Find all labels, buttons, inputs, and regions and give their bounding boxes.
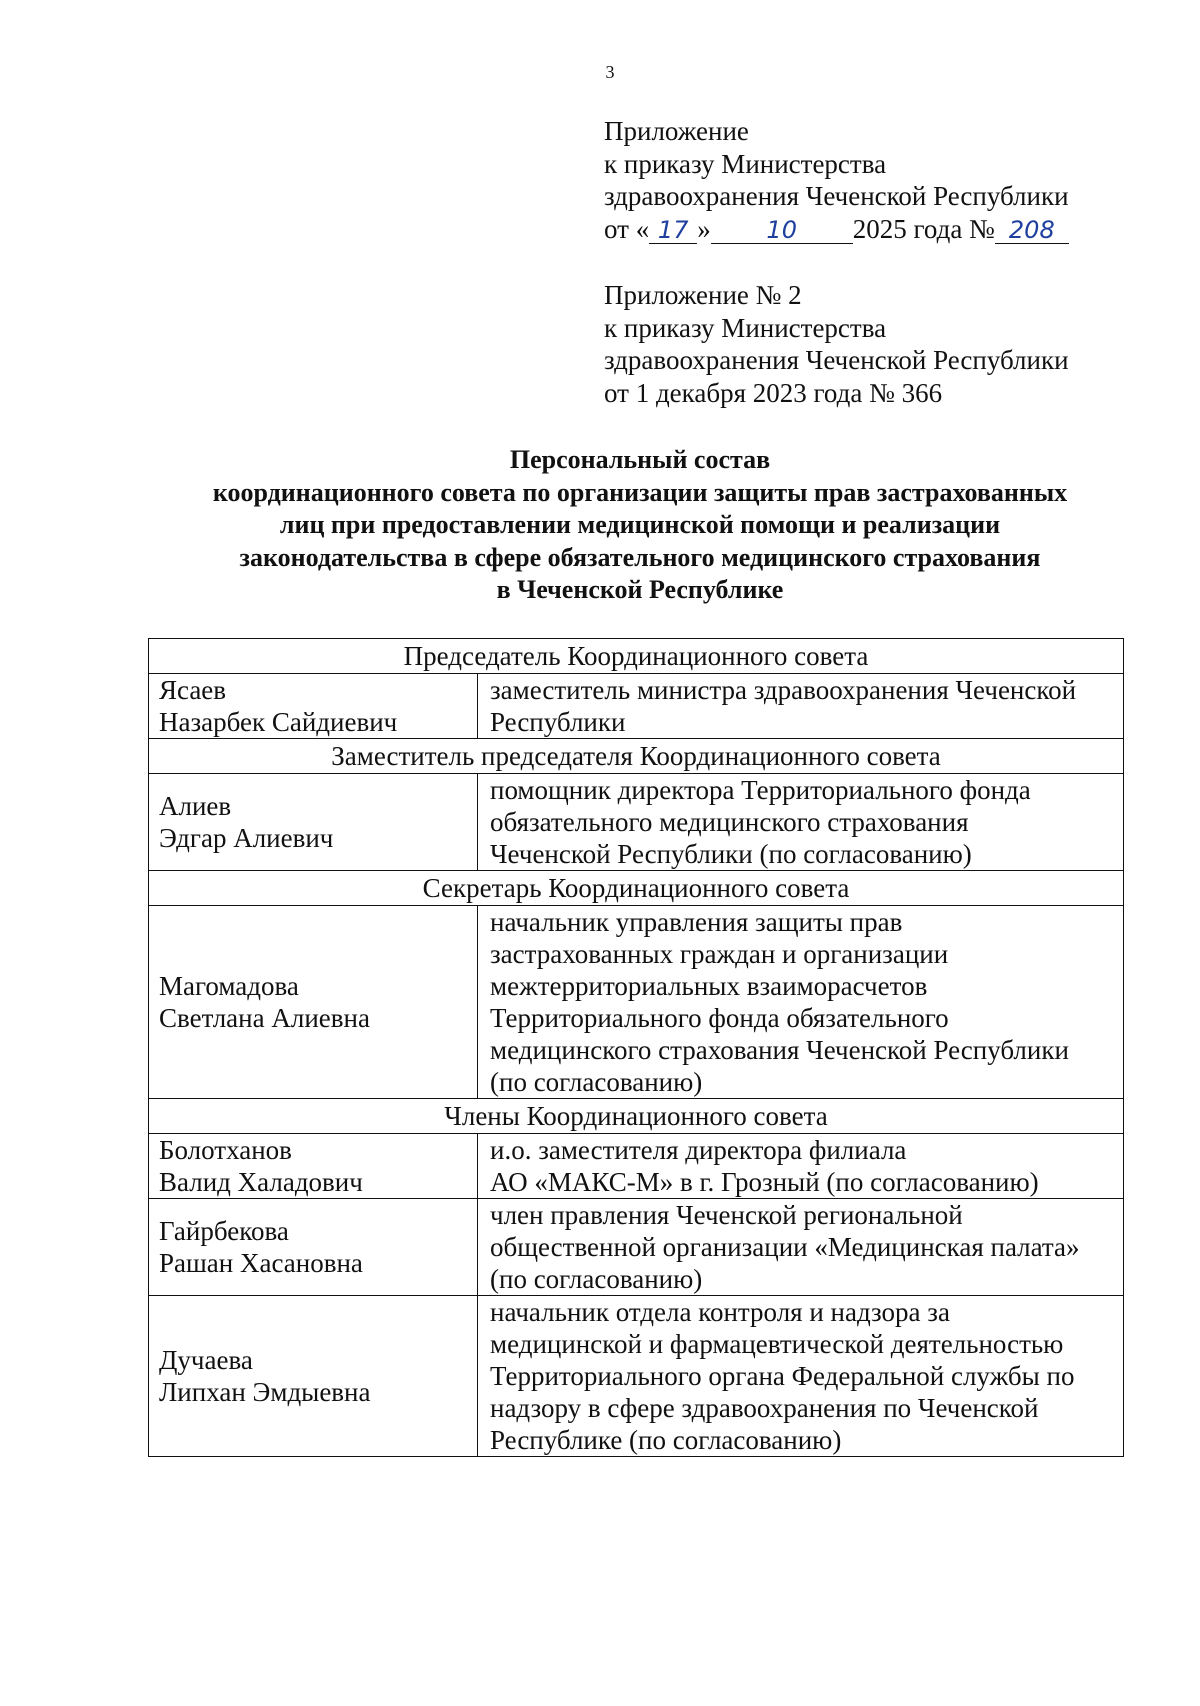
role-line: (по согласованию)	[490, 1264, 703, 1294]
role-line: начальник управления защиты прав	[490, 907, 903, 937]
appendix-date-line	[604, 213, 1069, 246]
title-line: законодательства в сфере обязательного медицинского страхования	[239, 542, 1041, 572]
member-role-cell	[478, 906, 1124, 1099]
title-line: координационного совета по организации защиты прав застрахованных	[212, 477, 1068, 507]
role-line: надзору в сфере здравоохранения по Чеченской	[490, 1393, 1039, 1423]
appendix-title: Приложение № 2	[604, 280, 802, 310]
member-row	[149, 1134, 1124, 1199]
role-line: застрахованных граждан и организации	[490, 939, 949, 969]
role-line: медицинского страхования Чеченской Республики	[490, 1035, 1069, 1065]
title-line: Персональный состав	[509, 445, 771, 474]
appendix-date-line: от 1 декабря 2023 года № 366	[604, 377, 943, 408]
member-given-names: Рашан Хасановна	[159, 1248, 363, 1278]
date-year: 2025 года №	[852, 213, 995, 244]
member-role-cell	[478, 1296, 1124, 1457]
member-name-cell	[149, 1199, 478, 1296]
member-role-cell	[478, 1134, 1124, 1199]
role-line: Территориального органа Федеральной службы по	[490, 1361, 1075, 1391]
role-line: заместитель министра здравоохранения Чеченской	[490, 675, 1077, 705]
title-line: в Чеченской Республике	[496, 575, 784, 604]
role-line: обязательного медицинского страхования	[490, 807, 969, 837]
section-heading-secretary: Секретарь Координационного совета	[149, 871, 1124, 906]
member-row	[149, 906, 1124, 1099]
member-role-cell	[478, 674, 1124, 739]
member-surname: Болотханов	[159, 1135, 292, 1165]
member-surname: Дучаева	[159, 1345, 253, 1375]
page-number: 3	[605, 62, 615, 82]
member-row	[149, 1199, 1124, 1296]
title-line: лиц при предоставлении медицинской помощи и реализации	[279, 510, 1001, 539]
role-line: Чеченской Республики (по согласованию)	[490, 839, 972, 869]
date-prefix: от «	[604, 213, 650, 244]
appendix-order-line: к приказу Министерства	[604, 312, 887, 343]
member-given-names: Назарбек Сайдиевич	[159, 707, 398, 737]
member-given-names: Липхан Эмдыевна	[159, 1377, 371, 1407]
role-line: Республике (по согласованию)	[490, 1425, 842, 1455]
member-given-names: Светлана Алиевна	[159, 1003, 370, 1033]
member-name-cell	[149, 906, 478, 1099]
appendix-block-previous-order	[604, 279, 1069, 409]
handwritten-day: 17	[649, 217, 697, 244]
section-row	[149, 739, 1124, 774]
document-title	[100, 444, 1180, 607]
appendix-block-current-order	[604, 115, 1069, 245]
member-name-cell	[149, 674, 478, 739]
date-quote-close: »	[697, 213, 711, 244]
section-heading-deputy-chairman: Заместитель председателя Координационного совета	[149, 739, 1124, 774]
section-heading-chairman: Председатель Координационного совета	[149, 639, 1124, 674]
role-line: АО «МАКС-М» в г. Грозный (по согласованию)	[490, 1167, 1039, 1197]
role-line: начальник отдела контроля и надзора за	[490, 1297, 950, 1327]
member-surname: Магомадова	[159, 971, 299, 1001]
role-line: медицинской и фармацевтической деятельностью	[490, 1329, 1064, 1359]
member-surname: Алиев	[159, 791, 232, 821]
member-given-names: Эдгар Алиевич	[159, 823, 334, 853]
member-role-cell	[478, 774, 1124, 871]
member-role-cell	[478, 1199, 1124, 1296]
section-row	[149, 639, 1124, 674]
member-row	[149, 774, 1124, 871]
role-line: Территориального фонда обязательного	[490, 1003, 949, 1033]
role-line: и.о. заместителя директора филиала	[490, 1135, 907, 1165]
role-line: межтерриториальных взаиморасчетов	[490, 971, 928, 1001]
handwritten-month: 10	[711, 217, 853, 244]
section-row	[149, 871, 1124, 906]
council-members-table	[148, 638, 1124, 1457]
member-name-cell	[149, 1296, 478, 1457]
appendix-ministry-line: здравоохранения Чеченской Республики	[604, 181, 1069, 211]
member-given-names: Валид Халадович	[159, 1167, 363, 1197]
member-name-cell	[149, 1134, 478, 1199]
member-name-cell	[149, 774, 478, 871]
handwritten-order-number: 208	[995, 217, 1069, 244]
section-row	[149, 1099, 1124, 1134]
appendix-title: Приложение	[604, 116, 749, 146]
member-row	[149, 674, 1124, 739]
member-surname: Гайрбекова	[159, 1216, 289, 1246]
member-row	[149, 1296, 1124, 1457]
section-heading-members: Члены Координационного совета	[149, 1099, 1124, 1134]
role-line: общественной организации «Медицинская палата»	[490, 1232, 1080, 1262]
role-line: (по согласованию)	[490, 1067, 703, 1097]
appendix-ministry-line: здравоохранения Чеченской Республики	[604, 345, 1069, 375]
role-line: член правления Чеченской региональной	[490, 1200, 963, 1230]
role-line: помощник директора Территориального фонда	[490, 775, 1031, 805]
member-surname: Ясаев	[159, 675, 227, 705]
appendix-order-line: к приказу Министерства	[604, 148, 887, 179]
role-line: Республики	[490, 707, 626, 737]
